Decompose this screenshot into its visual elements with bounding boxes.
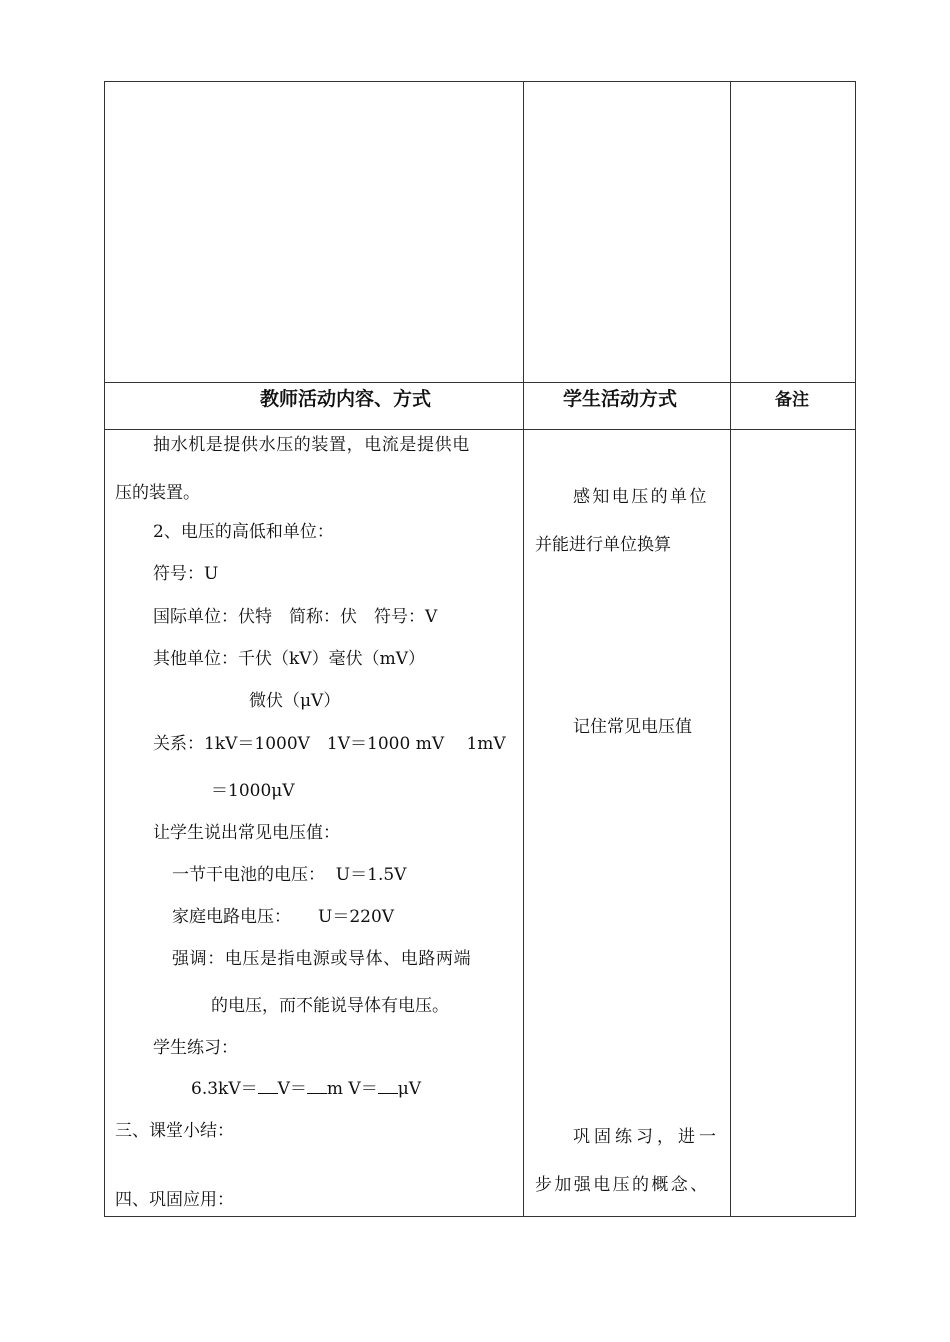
table-border-bottom: [104, 1216, 856, 1217]
table-divider-1: [523, 81, 524, 1217]
teacher-line-15: 学生练习：: [153, 1038, 238, 1058]
table-border-top: [104, 81, 856, 82]
student-line-2: 并能进行单位换算: [535, 535, 671, 555]
student-line-5: 步加强电压的概念、: [535, 1175, 710, 1195]
teacher-line-4: 符号：U: [153, 564, 219, 584]
teacher-line-9: ＝1000μV: [211, 781, 295, 801]
table-border-right: [855, 81, 856, 1217]
teacher-line-6: 其他单位：千伏（kV）毫伏（mV）: [153, 649, 425, 669]
teacher-line-17: 四、巩固应用：: [115, 1190, 234, 1210]
header-student-activity: 学生活动方式: [563, 388, 678, 410]
teacher-line-5: 国际单位：伏特 简称：伏 符号：V: [153, 607, 438, 627]
teacher-line-12: 家庭电路电压： U＝220V: [172, 907, 395, 927]
teacher-line-14: 的电压，而不能说导体有电压。: [211, 996, 449, 1016]
exercise-blank-3: [378, 1077, 398, 1094]
exercise-line: [191, 1077, 421, 1100]
teacher-line-3: 2、电压的高低和单位：: [153, 522, 334, 542]
header-notes: 备注: [775, 390, 809, 410]
exercise-tail: μV: [397, 1079, 422, 1099]
teacher-line-1: 抽水机是提供水压的装置，电流是提供电: [153, 435, 470, 455]
table-border-left: [104, 81, 105, 1217]
teacher-line-2: 压的装置。: [115, 483, 200, 503]
teacher-line-13: 强调：电压是指电源或导体、电路两端: [172, 949, 472, 969]
teacher-line-11: 一节干电池的电压： U＝1.5V: [172, 865, 407, 885]
student-line-4: 巩固练习，进一: [573, 1127, 720, 1147]
teacher-line-7: 微伏（μV）: [249, 691, 341, 711]
table-divider-2: [730, 81, 731, 1217]
exercise-blank-1: [258, 1077, 278, 1094]
exercise-blank-2: [307, 1077, 327, 1094]
exercise-mid-2: m V＝: [326, 1079, 378, 1099]
student-line-3: 记住常见电压值: [573, 717, 692, 737]
student-line-1: 感知电压的单位: [573, 487, 709, 507]
teacher-line-8: 关系：1kV＝1000V 1V＝1000 mV 1mV: [153, 734, 506, 754]
header-row-top: [104, 382, 856, 383]
teacher-line-10: 让学生说出常见电压值：: [153, 823, 340, 843]
teacher-line-16: 三、课堂小结：: [115, 1121, 234, 1141]
header-teacher-activity: 教师活动内容、方式: [260, 388, 432, 410]
exercise-mid-1: V＝: [277, 1079, 307, 1099]
exercise-lead: 6.3kV＝: [191, 1079, 258, 1099]
header-row-bottom: [104, 429, 856, 430]
